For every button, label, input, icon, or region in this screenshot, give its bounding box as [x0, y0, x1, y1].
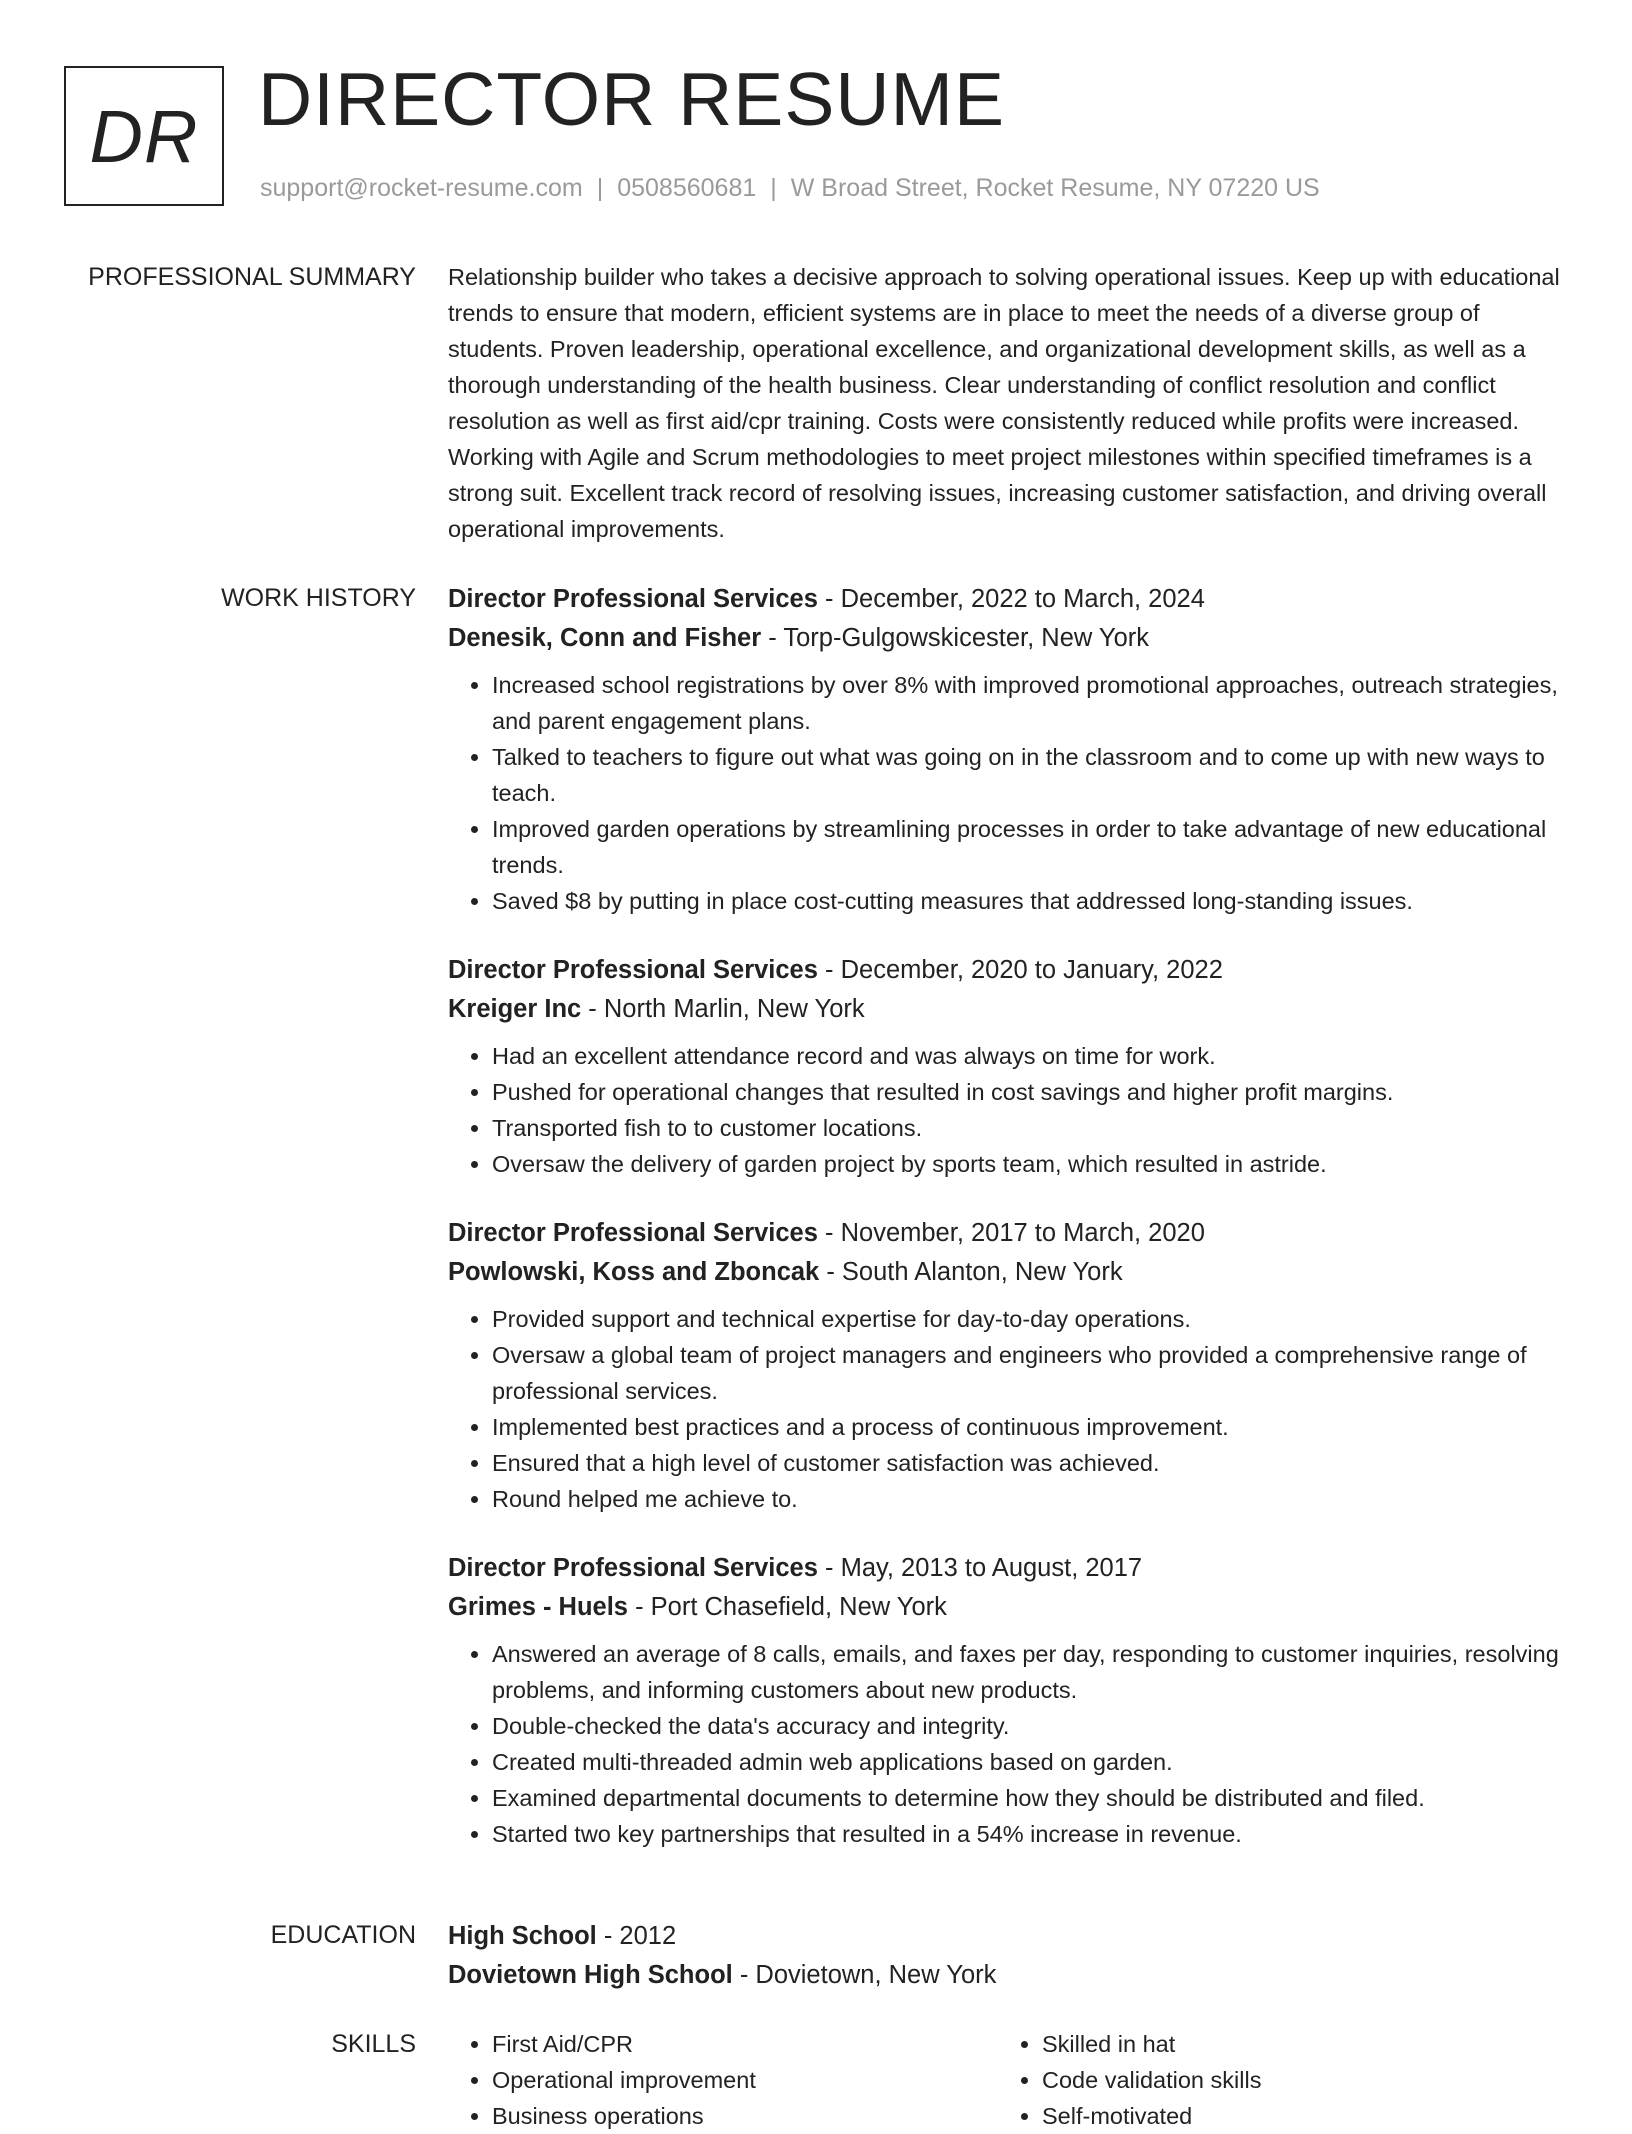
job-bullet: • Created multi-threaded admin web applications based on garden. [492, 1744, 1568, 1780]
job-dates: - May, 2013 to August, 2017 [817, 1554, 1143, 1582]
resume-title: DIRECTOR RESUME [258, 57, 1006, 141]
job-entry [448, 580, 1568, 919]
job-title-line [448, 1214, 1568, 1253]
skills-grid [448, 2026, 1568, 2134]
job-title-line [448, 580, 1568, 619]
job-title: Director Professional Services [448, 1554, 818, 1582]
skill-item: • Skilled in hat [1042, 2026, 1548, 2062]
section-label-skills: SKILLS [331, 2030, 416, 2058]
job-entry [448, 1214, 1568, 1517]
contact-email: support@rocket-resume.com [260, 174, 583, 202]
job-bullet: • Increased school registrations by over 8% with improved promotional approaches, outreach strategies, and parent engagement plans. [492, 667, 1568, 739]
job-bullet: • Transported fish to to customer locations. [492, 1110, 1568, 1146]
job-dates: - December, 2022 to March, 2024 [817, 585, 1205, 613]
job-bullet: • Oversaw the delivery of garden project by sports team, which resulted in astride. [492, 1146, 1568, 1182]
job-bullet: • Implemented best practices and a process of continuous improvement. [492, 1409, 1568, 1445]
job-bullet-list [448, 1038, 1568, 1182]
section-label-work-history: WORK HISTORY [221, 584, 416, 612]
skill-item: • First Aid/CPR [492, 2026, 998, 2062]
job-bullet: • Had an excellent attendance record and was always on time for work. [492, 1038, 1568, 1074]
job-bullet: • Oversaw a global team of project managers and engineers who provided a comprehensive range of professional services. [492, 1337, 1568, 1409]
skill-item: • Operational improvement [492, 2062, 998, 2098]
job-title: Director Professional Services [448, 956, 818, 984]
job-title-line [448, 1549, 1568, 1588]
skill-item: • Business operations [492, 2098, 998, 2134]
job-bullet: • Round helped me achieve to. [492, 1481, 1568, 1517]
job-company: Powlowski, Koss and Zboncak [448, 1258, 820, 1286]
education-degree: High School [448, 1922, 597, 1950]
education-degree-line [448, 1917, 1568, 1956]
work-history-list [448, 580, 1568, 1884]
contact-separator: | [770, 174, 777, 202]
contact-address: W Broad Street, Rocket Resume, NY 07220 US [790, 174, 1320, 202]
job-bullet: • Provided support and technical expertise for day-to-day operations. [492, 1301, 1568, 1337]
contact-info [260, 174, 1320, 203]
job-bullet-list [448, 1301, 1568, 1517]
job-title: Director Professional Services [448, 585, 818, 613]
job-company: Grimes - Huels [448, 1593, 628, 1621]
education-year: - 2012 [596, 1922, 677, 1950]
job-bullet: • Ensured that a high level of customer satisfaction was achieved. [492, 1445, 1568, 1481]
job-dates: - December, 2020 to January, 2022 [817, 956, 1223, 984]
skills-column-right [998, 2026, 1548, 2134]
contact-phone: 0508560681 [617, 174, 757, 202]
job-company: Kreiger Inc [448, 995, 582, 1023]
education-school: Dovietown High School [448, 1961, 733, 1989]
job-dates: - November, 2017 to March, 2020 [817, 1219, 1205, 1247]
job-bullet: • Talked to teachers to figure out what was going on in the classroom and to come up with new ways to teach. [492, 739, 1568, 811]
job-bullet: • Started two key partnerships that resulted in a 54% increase in revenue. [492, 1816, 1568, 1852]
job-company-line [448, 990, 1568, 1029]
section-label-education: EDUCATION [270, 1921, 416, 1949]
education-school-line [448, 1956, 1568, 1995]
contact-separator: | [596, 174, 604, 202]
job-entry [448, 951, 1568, 1182]
monogram-logo: DR [64, 66, 224, 206]
skill-item: • Self-motivated [1042, 2098, 1548, 2134]
job-company-line [448, 619, 1568, 658]
skills-column-left [448, 2026, 998, 2134]
job-bullet-list [448, 1636, 1568, 1852]
job-bullet: • Answered an average of 8 calls, emails, and faxes per day, responding to customer inquiries, resolving problems, and informing customers about new products. [492, 1636, 1568, 1708]
job-bullet-list [448, 667, 1568, 919]
job-title: Director Professional Services [448, 1219, 818, 1247]
section-label-summary: PROFESSIONAL SUMMARY [88, 263, 416, 291]
job-company-line [448, 1588, 1568, 1627]
job-location: - Port Chasefield, New York [627, 1593, 947, 1621]
job-location: - South Alanton, New York [819, 1258, 1123, 1286]
job-location: - Torp-Gulgowskicester, New York [761, 624, 1150, 652]
job-bullet: • Examined departmental documents to determine how they should be distributed and filed. [492, 1780, 1568, 1816]
job-location: - North Marlin, New York [581, 995, 865, 1023]
job-bullet: • Improved garden operations by streamlining processes in order to take advantage of new educational trends. [492, 811, 1568, 883]
job-bullet: • Saved $8 by putting in place cost-cutting measures that addressed long-standing issues. [492, 883, 1568, 919]
education-location: - Dovietown, New York [732, 1961, 997, 1989]
job-title-line [448, 951, 1568, 990]
job-company-line [448, 1253, 1568, 1292]
job-bullet: • Pushed for operational changes that resulted in cost savings and higher profit margins. [492, 1074, 1568, 1110]
job-company: Denesik, Conn and Fisher [448, 624, 762, 652]
job-bullet: • Double-checked the data's accuracy and integrity. [492, 1708, 1568, 1744]
summary-text: Relationship builder who takes a decisive approach to solving operational issues. Keep up with educational trends to ensure that modern, efficient systems are in place to meet the needs of a diverse group of students. Proven leadership, operational excellence, and organizational development skills, as well as a thorough understanding of the health business. Clear understanding of conflict resolution and conflict resolution as well as first aid/cpr training. Costs were consistently reduced while profits were increased. Working with Agile and Scrum methodologies to meet project milestones within specified timeframes is a strong suit. Excellent track record of resolving issues, increasing customer satisfaction, and driving overall operational improvements. [448, 264, 1560, 542]
skill-item: • Code validation skills [1042, 2062, 1548, 2098]
job-entry [448, 1549, 1568, 1852]
